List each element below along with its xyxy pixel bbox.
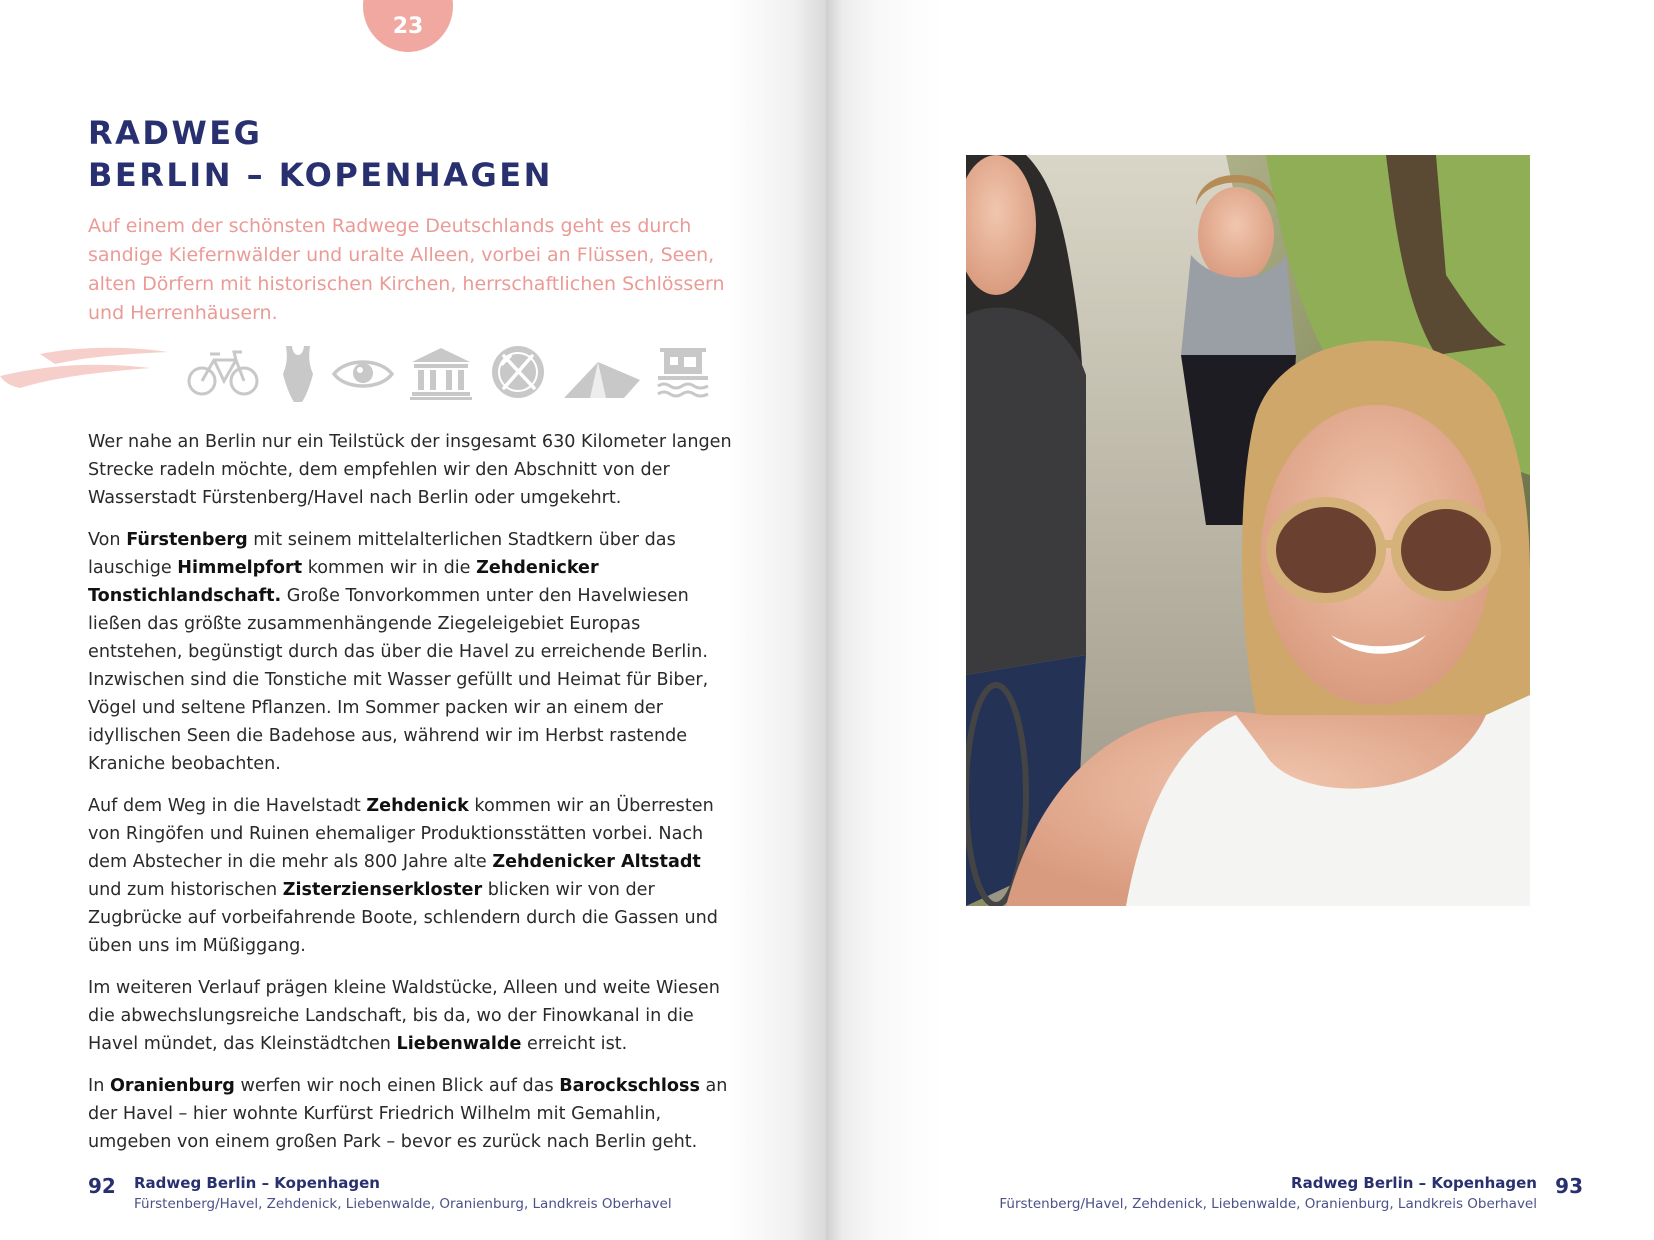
text-run: Im weiteren Verlauf prägen kleine Waldstücke, Alleen und weite Wiesen die abwechslungsreiche Landschaft, bis da, wo der Finowkanal in die Havel mündet, das Kleinstädtchen (88, 978, 720, 1054)
place-name: Zehdenicker Tonstichlandschaft. (88, 558, 599, 606)
text-run: mit seinem mittelalterlichen Stadtkern über das lauschige (88, 530, 676, 578)
text-run: blicken wir von der Zugbrücke auf vorbeifahrende Boote, schlendern durch die Gassen und üben uns im Müßiggang. (88, 880, 718, 956)
paragraph-1: Wer nahe an Berlin nur ein Teilstück der insgesamt 630 Kilometer langen Strecke radeln möchte, dem empfehlen wir den Abschnitt von der Wasserstadt Fürstenberg/Havel nach Berlin oder umgekehrt. (88, 432, 732, 508)
text-run: kommen wir an Überresten von Ringöfen und Ruinen ehemaliger Produktionsstätten vorbei. Nach dem Abstecher in die mehr als 800 Jahre alte (88, 796, 714, 872)
footer-subtitle-left: Fürstenberg/Havel, Zehdenick, Liebenwalde, Oranienburg, Landkreis Oberhavel (134, 1196, 672, 1212)
swimsuit-icon (280, 344, 316, 404)
title-line-1: RADWEG (88, 114, 263, 152)
place-name: Zehdenicker Altstadt (492, 852, 701, 872)
text-run: Große Tonvorkommen unter den Havelwiesen ließen das größte zusammenhängende Ziegeleigebiet Europas entstehen, begünstigt durch das über die Havel zu erreichende Berlin. Inzwischen sind die Tonstiche mit Wasser gefüllt und Heimat für Biber, Vögel und seltene Pflanzen. Im Sommer packen wir an einem der idyllischen Seen die Badehose aus, während wir im Herbst rastende Kraniche beobachten. (88, 586, 709, 774)
decorative-wave-icon (0, 346, 170, 396)
paragraph-4 (88, 974, 738, 1058)
eye-icon (332, 356, 394, 392)
page-number-right: 93 (1555, 1174, 1583, 1198)
title-line-2: BERLIN – KOPENHAGEN (88, 156, 553, 194)
cyclists-selfie-photo (966, 155, 1530, 906)
paragraph-2 (88, 526, 738, 778)
place-name: Barockschloss (559, 1076, 700, 1096)
text-run: erreicht ist. (521, 1034, 628, 1054)
museum-icon (410, 346, 472, 400)
place-name: Himmelpfort (177, 558, 303, 578)
page-number-left: 92 (88, 1174, 116, 1198)
text-run: und zum historischen (88, 880, 283, 900)
paragraph-5 (88, 1072, 738, 1156)
text-run: an der Havel – hier wohnte Kurfürst Friedrich Wilhelm mit Gemahlin, umgeben von einem großen Park – bevor es zurück nach Berlin geht. (88, 1076, 728, 1152)
restaurant-icon (490, 344, 546, 400)
place-name: Oranienburg (109, 1076, 235, 1096)
bicycle-icon (186, 348, 260, 398)
footer-title-left: Radweg Berlin – Kopenhagen (134, 1174, 380, 1192)
houseboat-icon (656, 344, 710, 400)
body-text (88, 428, 738, 1170)
place-name: Zisterzienserkloster (282, 880, 483, 900)
footer-left (88, 1174, 672, 1212)
paragraph-3 (88, 792, 738, 960)
lead-paragraph: Auf einem der schönsten Radwege Deutschlands geht es durch sandige Kiefernwälder und uralte Alleen, vorbei an Flüssen, Seen, alten Dörfern mit historischen Kirchen, herrschaftlichen Schlössern und Herrenhäusern. (88, 215, 725, 324)
left-page (0, 0, 826, 1240)
chapter-number: 23 (392, 14, 424, 39)
text-run: kommen wir in die (302, 558, 477, 578)
text-run: Auf dem Weg in die Havelstadt (88, 796, 367, 816)
place-name: Fürstenberg (126, 530, 248, 550)
place-name: Liebenwalde (396, 1034, 522, 1054)
footer-right (999, 1174, 1583, 1212)
page-title (88, 112, 553, 196)
text-run: werfen wir noch einen Blick auf das (234, 1076, 560, 1096)
footer-subtitle-right: Fürstenberg/Havel, Zehdenick, Liebenwalde, Oranienburg, Landkreis Oberhavel (999, 1196, 1537, 1212)
chapter-badge (363, 0, 453, 52)
tent-icon (562, 356, 642, 400)
place-name: Zehdenick (366, 796, 469, 816)
text-run: Von (88, 530, 127, 550)
text-run: In (88, 1076, 110, 1096)
footer-title-right: Radweg Berlin – Kopenhagen (1291, 1174, 1537, 1192)
